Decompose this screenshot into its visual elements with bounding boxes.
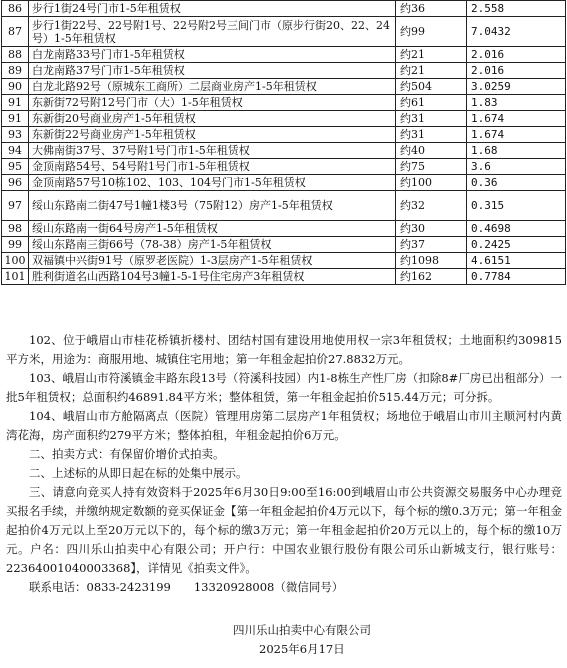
lot-description-cell: 金顶南路57号10栋102、103、104号门市1-5年租赁权 <box>29 175 396 191</box>
lot-description-cell: 绥山东路南二街47号1幢1楼3号（75附12）房产1-5年租赁权 <box>29 191 396 221</box>
signature-org: 四川乐山拍卖中心有限公司 <box>233 623 371 637</box>
lot-price-cell: 2.016 <box>467 47 566 63</box>
lot-number-cell: 94 <box>2 143 29 159</box>
lot-price-cell: 1.674 <box>467 111 566 127</box>
lot-price-cell: 4.6151 <box>467 253 566 269</box>
lot-price-cell: 7.0432 <box>467 17 566 47</box>
lot-description-cell: 步行1街22号、22号附1号、22号附2号三间门市（原步行街20、22、24号）1-5年租赁权 <box>29 17 396 47</box>
display-notice: 二、上述标的从即日起在标的处集中展示。 <box>29 466 248 480</box>
lot-area-cell: 约31 <box>396 111 467 127</box>
lot-price-cell: 1.674 <box>467 127 566 143</box>
table-row <box>2 175 566 191</box>
lot-102-paragraph: 102、位于峨眉山市桂花桥镇折楼村、团结村国有建设用地使用权一宗3年租赁权；土地面积约309815平方米，用途为：商服用地、城镇住宅用地；第一年租金起拍价27.8832万元。 <box>6 333 562 366</box>
lot-price-cell: 2.558 <box>467 1 566 17</box>
lot-area-cell: 约75 <box>396 159 467 175</box>
lot-price-cell: 1.83 <box>467 95 566 111</box>
lot-number-cell: 86 <box>2 1 29 17</box>
table-row <box>2 191 566 221</box>
lot-number-cell: 91 <box>2 111 29 127</box>
lot-area-cell: 约162 <box>396 269 467 285</box>
lot-description-cell: 东新街22号商业房产1-5年租赁权 <box>29 127 396 143</box>
lot-description-cell: 双福镇中兴街91号（原罗老医院）1-3层房产1-5年租赁权 <box>29 253 396 269</box>
lot-description-cell: 步行1街24号门市1-5年租赁权 <box>29 1 396 17</box>
lot-price-cell: 0.7784 <box>467 269 566 285</box>
table-row <box>2 95 566 111</box>
lot-number-cell: 91 <box>2 95 29 111</box>
lot-area-cell: 约37 <box>396 237 467 253</box>
auction-method: 二、拍卖方式：有保留价增价式拍卖。 <box>29 447 225 461</box>
lot-description-cell: 绥山东路南一街64号房产1-5年租赁权 <box>29 221 396 237</box>
lot-number-cell: 99 <box>2 237 29 253</box>
table-row <box>2 47 566 63</box>
lot-area-cell: 约32 <box>396 191 467 221</box>
lots-table-body <box>2 1 566 285</box>
lot-description-cell: 绥山东路南三街66号（78-38）房产1-5年租赁权 <box>29 237 396 253</box>
lot-area-cell: 约21 <box>396 47 467 63</box>
lot-number-cell: 88 <box>2 47 29 63</box>
table-row <box>2 221 566 237</box>
lot-description-cell: 金顶南路54号、54号附1号门市1-5年租赁权 <box>29 159 396 175</box>
table-row <box>2 237 566 253</box>
lot-description-cell: 大佛南街37号、37号附1号门市1-5年租赁权 <box>29 143 396 159</box>
lot-area-cell: 约30 <box>396 221 467 237</box>
lot-description-cell: 白龙北路92号（原城东工商所）二层商业房产1-5年租赁权 <box>29 79 396 95</box>
lot-number-cell: 90 <box>2 79 29 95</box>
lot-number-cell: 93 <box>2 127 29 143</box>
lot-number-cell: 100 <box>2 253 29 269</box>
table-row <box>2 269 566 285</box>
lot-number-cell: 89 <box>2 63 29 79</box>
lot-area-cell: 约61 <box>396 95 467 111</box>
lots-table <box>1 0 566 285</box>
lot-area-cell: 约100 <box>396 175 467 191</box>
table-row <box>2 159 566 175</box>
table-row <box>2 111 566 127</box>
table-row <box>2 17 566 47</box>
lot-number-cell: 87 <box>2 17 29 47</box>
table-row <box>2 1 566 17</box>
lot-area-cell: 约99 <box>396 17 467 47</box>
lot-area-cell: 约40 <box>396 143 467 159</box>
contact-phone: 联系电话：0833-2423199 13320928008（微信同号） <box>29 580 344 594</box>
lot-area-cell: 约31 <box>396 127 467 143</box>
lot-103-paragraph: 103、峨眉山市符溪镇金丰路东段13号（符溪科技园）内1-8栋生产性厂房（扣除8#厂房已出租部分）一批5年租赁权；总面积约46891.84平方米；整体租赁，第一年租金起拍价515.44万元；可分拆。 <box>6 371 562 404</box>
lot-price-cell: 0.36 <box>467 175 566 191</box>
table-row <box>2 127 566 143</box>
lot-description-cell: 胜利街道名山西路104号3幢1-5-1号住宅房产3年租赁权 <box>29 269 396 285</box>
lot-number-cell: 98 <box>2 221 29 237</box>
lot-area-cell: 约36 <box>396 1 467 17</box>
lot-number-cell: 96 <box>2 175 29 191</box>
lot-price-cell: 1.68 <box>467 143 566 159</box>
table-row <box>2 79 566 95</box>
table-row <box>2 63 566 79</box>
registration-instructions: 三、请意向竞买人持有效资料于2025年6月30日9:00至16:00到峨眉山市公共资源交易服务中心办理竞买报名手续，并缴纳规定数额的竞买保证金【第一年租金起拍价4万元以下，每个标的缴0.3万元；第一年租金起拍价4万元以上至20万元以下的，每个标的缴3万元；第一年租金起拍价20万元以上的，每个标的缴10万元。户名：四川乐山拍卖中心有限公司；开户行：中国农业银行股份有限公司乐山新城支行，银行账号：22364001040003368】，详情见《拍卖文件》。 <box>6 485 562 575</box>
table-row <box>2 253 566 269</box>
lot-number-cell: 97 <box>2 191 29 221</box>
lot-price-cell: 3.0259 <box>467 79 566 95</box>
lot-price-cell: 0.315 <box>467 191 566 221</box>
lot-area-cell: 约504 <box>396 79 467 95</box>
auction-notice <box>6 331 562 597</box>
lot-price-cell: 0.4698 <box>467 221 566 237</box>
lot-description-cell: 白龙南路33号门市1-5年租赁权 <box>29 47 396 63</box>
lot-description-cell: 白龙南路37号门市1-5年租赁权 <box>29 63 396 79</box>
lot-price-cell: 2.016 <box>467 63 566 79</box>
signature-date: 2025年6月17日 <box>259 642 345 656</box>
lot-area-cell: 约1098 <box>396 253 467 269</box>
lot-number-cell: 95 <box>2 159 29 175</box>
lot-number-cell: 101 <box>2 269 29 285</box>
lot-104-paragraph: 104、峨眉山市方舱隔离点（医院）管理用房第二层房产1年租赁权；场地位于峨眉山市川主顺河村内黄湾花海，房产面积约279平方米；整体拍租，年租金起拍价6万元。 <box>6 409 562 442</box>
lot-price-cell: 0.2425 <box>467 237 566 253</box>
lot-price-cell: 3.6 <box>467 159 566 175</box>
lot-description-cell: 东新街20号商业房产1-5年租赁权 <box>29 111 396 127</box>
lot-description-cell: 东新街72号附12号门市（大）1-5年租赁权 <box>29 95 396 111</box>
lot-area-cell: 约21 <box>396 63 467 79</box>
table-row <box>2 143 566 159</box>
